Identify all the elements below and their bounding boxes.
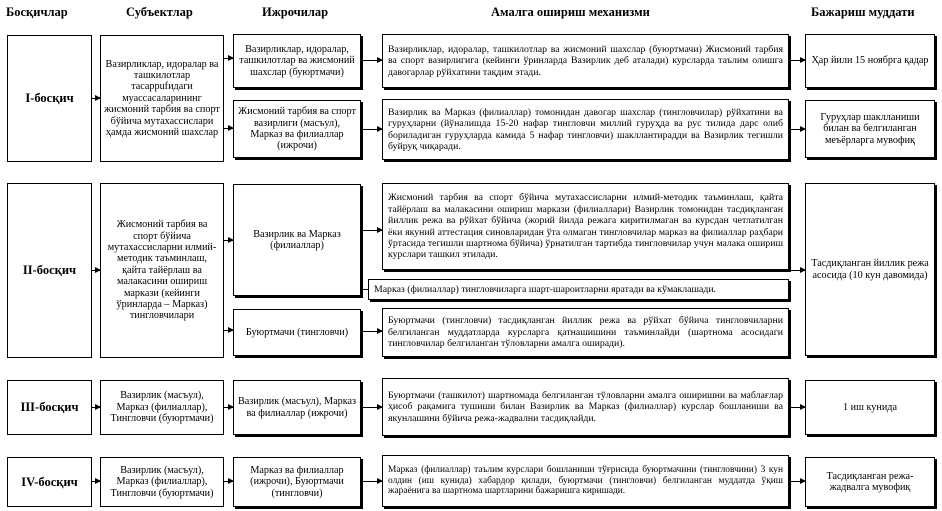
- arrow-stage1-deadline2: [791, 129, 805, 130]
- stage-2-mechanism-extra: [368, 279, 789, 300]
- arrow-stage2-exec1: [224, 240, 233, 241]
- stage-3-executor-text: Вазирлик (масъул), Марказ ва филиаллар (ижрочи): [237, 396, 357, 419]
- arrow-stage2-mech2: [361, 331, 382, 332]
- stage-4-label: [7, 457, 92, 507]
- arrow-stage1-mech2: [361, 129, 382, 130]
- arrow-stage3-exec: [224, 407, 233, 408]
- arrow-stage4-subjects: [92, 481, 100, 482]
- stage-3-executor: [233, 380, 361, 435]
- arrow-stage1-exec1: [224, 58, 233, 59]
- stage-3-label: [7, 380, 92, 435]
- stage-2-label: [7, 183, 92, 358]
- arrow-stage3-subjects: [92, 407, 100, 408]
- header-mechanism: Амалга ошириш механизми: [491, 5, 650, 19]
- header-deadline: Бажариш муддати: [811, 5, 915, 19]
- stage-2-executor-2: [233, 309, 361, 356]
- stage-1-deadline-2: [805, 100, 935, 158]
- arrow-stage2-deadline: [791, 270, 805, 271]
- stage-2-executor-1: [233, 184, 361, 296]
- stage-3-subjects: [100, 380, 224, 435]
- stage-2-mechanism-2: [382, 308, 789, 357]
- stage-1-executor-2-text: Жисмоний тарбия ва спорт вазирлиги (масъул), Марказ ва филиаллар (ижрочи): [238, 106, 356, 152]
- stage-1-executor-2: [233, 100, 361, 158]
- arrow-stage1-mech1: [361, 60, 382, 61]
- stage-2-title: II-босқич: [22, 263, 77, 277]
- stage-4-subjects-text: Вазирлик (масъул), Марказ (филиаллар), Тингловчи (буюртмачи): [110, 464, 214, 499]
- stage-4-deadline-text: Тасдиқланган режа-жадвалга мувофиқ: [826, 470, 914, 493]
- arrow-stage3-deadline: [791, 407, 805, 408]
- header-executors: Ижрочилар: [262, 5, 329, 19]
- stage-4-executor-text: Марказ ва филиаллар (ижрочи), Буюртмачи (тингловчи): [250, 464, 344, 499]
- stage-3-mechanism-text: Буюртмачи (ташкилот) шартномада белгиланган тўловларни амалга оширишни ва маблағлар ҳисоб рақамига тушиши билан Вазирлик ва Марказ (филиаллар) курслар бошланиши ва якунлашини бўйича режа-жадвални тасдиқлайди.: [388, 389, 783, 424]
- arrow-stage1-deadline1: [791, 60, 805, 61]
- stage-1-deadline-1: [805, 34, 935, 88]
- arrow-stage4-mech: [361, 481, 382, 482]
- stage-1-mechanism-1: [382, 34, 789, 88]
- stage-1-executor-1: [233, 34, 361, 88]
- header-subjects: Субъектлар: [126, 5, 193, 19]
- arrow-stage2-mech1: [361, 230, 382, 231]
- stage-2-mechanism-1-text: Жисмоний тарбия ва спорт бўйича мутахассисларни илмий-методик таъминлаш, қайта тайёрлаш ва малакасини ошириш маркази (филиаллари) Вазирлик томонидан тасдиқланган йиллик режа ва рўйхат бўйича (жорий йилда режага киритилмаган ва курсдан четлатилган ёки якуний аттестация синовларидан ўта олмаган тингловчилар марказ ва филиаллар раҳбари ўртасида тегишли шартнома бўйича) ўрнатилган тартибда тингловчилар учун малака ошириш курслари ташкил этилади.: [388, 192, 783, 261]
- stage-1-label: [7, 35, 92, 162]
- header-stages: Босқичлар: [6, 5, 68, 19]
- stage-2-mechanism-extra-text: Марказ (филиаллар) тингловчиларга шарт-шароитларни яратади ва кўмаклашади.: [374, 283, 717, 295]
- arrow-stage3-mech: [361, 407, 382, 408]
- stage-1-deadline-2-text: Гуруҳлар шаклланиши билан ва белгиланган меъёрларга мувофиқ: [820, 111, 920, 146]
- stage-2-deadline-text: Тасдиқланган йиллик режа асосида (10 кун давомида): [811, 258, 929, 281]
- stage-2-subjects: [100, 183, 224, 358]
- stage-2-deadline: [805, 183, 935, 356]
- stage-4-subjects: [100, 457, 224, 507]
- stage-3-deadline: [805, 380, 935, 435]
- stage-1-deadline-1-text: Ҳар йили 15 ноябрга қадар: [811, 55, 929, 67]
- stage-3-subjects-text: Вазирлик (масъул), Марказ (филиаллар), Тингловчи (буюртмачи): [110, 390, 214, 425]
- stage-4-deadline: [805, 457, 935, 507]
- stage-1-title: I-босқич: [25, 91, 74, 105]
- stage-4-mechanism: [382, 455, 789, 507]
- stage-1-mechanism-1-text: Вазирликлар, идоралар, ташкилотлар ва жисмоний шахслар (буюртмачи) Жисмоний тарбия ва спорт вазирлигига (кейинги ўринларда Вазирлик деб аталади) курсларда таълим олишга давогарлар рўйхатини тақдим этади.: [388, 43, 783, 78]
- stage-2-executor-1-text: Вазирлик ва Марказ (филиаллар): [253, 228, 341, 251]
- stage-1-mechanism-2: [382, 99, 789, 160]
- stage-2-subjects-text: Жисмоний тарбия ва спорт бўйича мутахассисларни илмий-методик таъминлаш, қайта тайёрлаш ва малакасини ошириш маркази (кейинги ўринларда – Марказ) тингловчилари: [107, 219, 217, 322]
- arrow-stage4-exec: [224, 481, 233, 482]
- stage-2-mechanism-2-text: Буюртмачи (тингловчи) тасдиқланган йиллик режа ва рўйхат бўйича тингловчиларни белгиланган муддатларда курсларга қатнашишини таъминлайди (шартнома асосидаги тингловчилар белгиланган тўловларни амалга оширади).: [388, 315, 783, 350]
- stage-3-mechanism: [382, 378, 789, 436]
- stage-2-mechanism-1: [382, 183, 789, 270]
- stage-4-mechanism-text: Марказ (филиаллар) таълим курслари бошланиши тўғрисида буюртмачини (тингловчини) 3 кун олдин (иш кунида) хабардор қилади, буюртмачи (тингловчи) белгиланган муддатда ўқиш жараёнига ва шартнома шартларини бажаришга киришади.: [388, 464, 783, 497]
- stage-1-mechanism-2-text: Вазирлик ва Марказ (филиаллар) томонидан давогар шахслар (тингловчилар) рўйхатини ва гуруҳларни (йўналишда 15-20 нафар тингловчи миллий гуруҳда ва рус тилида дарс олиб бориладиган гуруҳларда камида 5 нафар тингловчи) шакллантирадди ва Вазирлик тегишли буйруқ чиқаради.: [388, 106, 783, 152]
- arrow-stage1-exec2: [224, 128, 233, 129]
- stage-4-title: IV-босқич: [21, 474, 78, 489]
- arrow-stage2-exec2: [224, 330, 233, 331]
- stage-1-subjects-text: Вазирликлар, идоралар ва ташкилотлар тасаррufидаги муассасаларининг жисмоний тарбия ва спорт бўйича мутахассислари ҳамда жисмоний шахслар: [104, 58, 220, 139]
- stage-2-executor-2-text: Буюртмачи (тингловчи): [245, 326, 349, 338]
- arrow-stage1-subjects: [92, 98, 100, 99]
- stage-1-executor-1-text: Вазирликлар, идоралар, ташкилотлар ва жисмоний шахслар (буюртмачи): [239, 43, 355, 78]
- arrow-stage4-deadline: [791, 481, 805, 482]
- stage-3-deadline-text: 1 иш кунида: [843, 401, 897, 413]
- stage-1-subjects: [100, 35, 224, 162]
- stage-4-executor: [233, 457, 361, 507]
- stage-3-title: III-босқич: [20, 400, 79, 414]
- arrow-stage2-subjects: [92, 270, 100, 271]
